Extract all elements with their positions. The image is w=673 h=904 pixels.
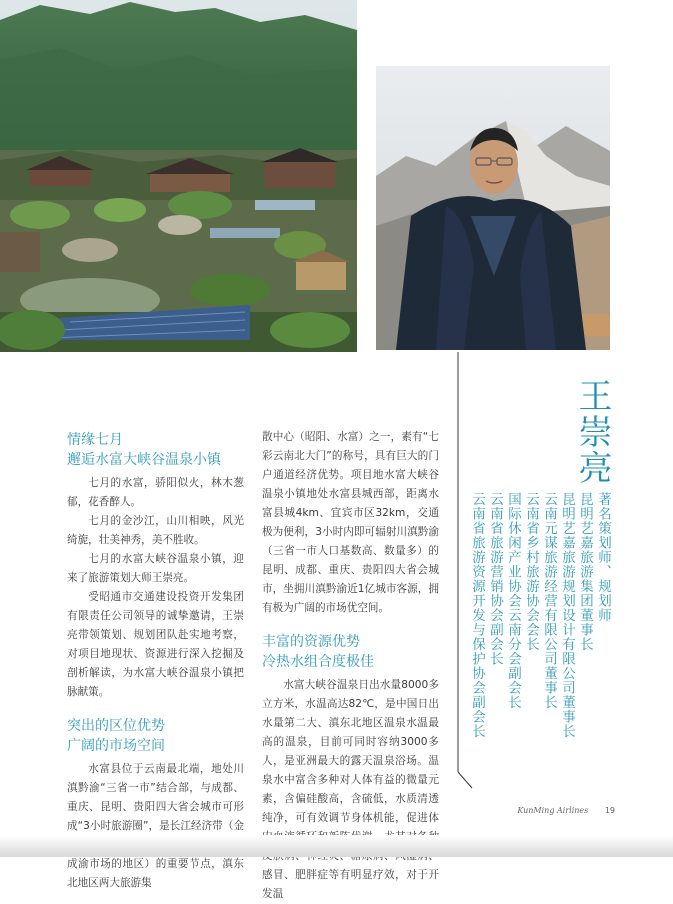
section-heading: 丰富的资源优势 冷热水组合度极佳 (262, 634, 374, 670)
title-line: 昆明艺嘉旅游规划设计有限公司董事长 (559, 492, 575, 739)
portrait-photo (376, 66, 610, 350)
section-heading: 突出的区位优势 广阔的市场空间 (67, 718, 165, 754)
paragraph: 七月的水富大峡谷温泉小镇，迎来了旅游策划大师王崇亮。 (67, 553, 244, 584)
section-heading: 情缘七月 邂逅水富大峡谷温泉小镇 (67, 432, 221, 468)
bottom-edge-shadow (0, 835, 673, 857)
title-line: 云南元谋旅游经营有限公司董事长 (541, 492, 557, 710)
portrait-image (376, 66, 610, 350)
title-line: 著名策划师、规划师 (595, 492, 611, 623)
page-number: 19 (604, 806, 615, 815)
person-titles (468, 492, 612, 752)
title-line: 云南省乡村旅游协会会长 (523, 492, 539, 652)
paragraph: 七月的金沙江，山川相映，风光绮旎，壮美神秀，美不胜收。 (67, 515, 244, 546)
paragraph: 水富大峡谷温泉日出水量8000多立方米，水温高达82℃，是中国日出水量第二大、滇东北地区温泉水温最高的温泉，目前可同时容纳3000多人，是亚洲最大的露天温泉浴场。温泉水中富含多种对人体有益的微量元素，含偏硅酸高，含硫低，水质清透纯净，可有效调节身体机能，促进体 感冒、肥胖症等有明显疗效，对于开发温 (262, 679, 439, 900)
resort-photo (0, 0, 357, 352)
person-name: 王崇亮 (572, 378, 612, 486)
resort-landscape-image (0, 0, 357, 352)
paragraph: 七月的水富，骄阳似火，林木葱郁，花香醉人。 (67, 477, 244, 508)
paragraph: 散中心（昭阳、水富）之一，素有“七彩云南北大门”的称号，具有巨大的门户通道经济优势。项目地水富大峡谷温泉小镇地处水富县城西部，距离水富县城4km、宜宾市区32km，交通极为便利，3小时内即可辐射川滇黔渝（三省一市人口基数高、数量多）的昆明、成都、重庆、贵阳四大省会城市，坐拥川滇黔渝近1亿城市客源，拥有极为广阔的市场优空间。 (262, 431, 439, 614)
article-column-2 (262, 428, 439, 904)
title-line: 云南省旅游资源开发与保护协会副会长 (469, 492, 485, 739)
paragraph: 受昭通市交通建设投资开发集团有限责任公司领导的诚挚邀请，王崇亮带领策划、规划团队赴实地考察，对项目地现状、资源进行深入挖掘及剖析解读，为水富大峡谷温泉小镇把脉献策。 (67, 591, 244, 698)
title-line: 国际休闲产业协会云南分会副会长 (505, 492, 521, 710)
paragraph: 水富县位于云南最北端，地处川滇黔渝“三省一市”结合部，与成都、重庆、昆明、贵阳四大省会城市可形成“3小时旅游圈”，是长江经济带（金 成渝市场的地区）的重要节点，滇东北地区两大旅游集 (67, 763, 244, 889)
title-line: 昆明艺嘉旅游集团董事长 (577, 492, 593, 652)
magazine-name: KunMing Airlines (517, 806, 589, 815)
page-footer (517, 806, 615, 815)
title-line: 云南省旅游营销协会副会长 (487, 492, 503, 666)
article-column-1 (67, 428, 244, 893)
